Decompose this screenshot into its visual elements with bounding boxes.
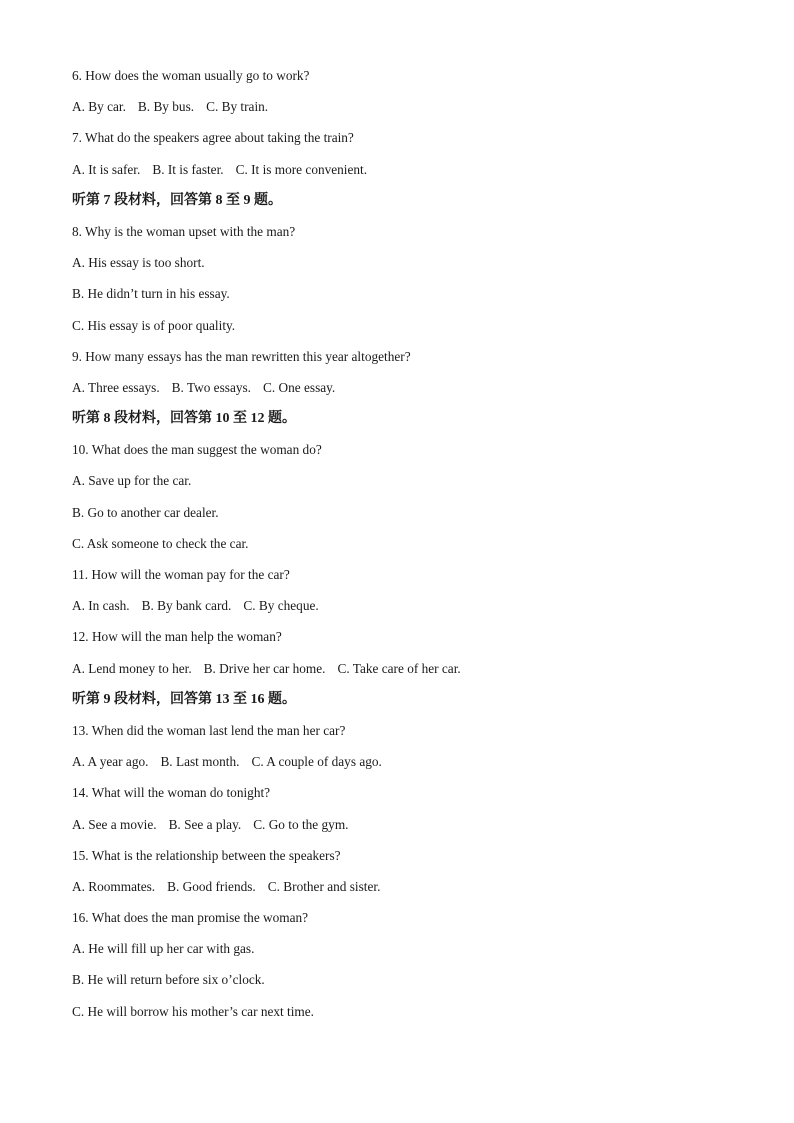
answer-option: C. Brother and sister. (267, 878, 381, 894)
answer-option: B. He will return before six o’clock. (72, 972, 265, 988)
answer-option: B. It is faster. (152, 161, 224, 177)
options-row (72, 596, 752, 627)
answer-option: B. See a play. (168, 816, 242, 832)
answer-option: C. A couple of days ago. (251, 754, 382, 770)
answer-option: A. See a movie. (72, 816, 157, 832)
answer-option: A. It is safer. (72, 161, 141, 177)
section-heading: 听第 8 段材料，回答第 10 至 12 题。 (72, 411, 296, 427)
answer-option: C. It is more convenient. (235, 161, 368, 177)
answer-option: B. Drive her car home. (203, 660, 326, 676)
question-text: 14. What will the woman do tonight? (72, 785, 271, 801)
answer-option: A. Roommates. (72, 878, 156, 894)
answer-option: A. In cash. (72, 598, 130, 614)
answer-option: A. Lend money to her. (72, 660, 192, 676)
answer-option: B. Go to another car dealer. (72, 504, 219, 520)
answer-option: C. Ask someone to check the car. (72, 535, 249, 551)
answer-option: A. Save up for the car. (72, 473, 192, 489)
question-text: 7. What do the speakers agree about taking the train? (72, 130, 354, 146)
section-heading: 听第 9 段材料，回答第 13 至 16 题。 (72, 691, 296, 707)
question-text: 9. How many essays has the man rewritten this year altogether? (72, 348, 411, 364)
question-text: 16. What does the man promise the woman? (72, 910, 309, 926)
question-text: 6. How does the woman usually go to work? (72, 68, 310, 83)
answer-option: B. Last month. (160, 754, 240, 770)
answer-option: A. A year ago. (72, 754, 149, 770)
question-text: 13. When did the woman last lend the man her car? (72, 722, 346, 738)
section-heading: 听第 7 段材料，回答第 8 至 9 题。 (72, 192, 282, 208)
options-row (72, 378, 752, 409)
answer-option: C. His essay is of poor quality. (72, 317, 236, 333)
options-row (72, 815, 752, 846)
options-row (72, 877, 752, 908)
document-page (72, 66, 752, 1033)
answer-option: C. By cheque. (243, 598, 319, 614)
options-row (72, 659, 752, 690)
answer-option: C. He will borrow his mother’s car next time. (72, 1003, 315, 1019)
answer-option: C. Take care of her car. (337, 660, 461, 676)
answer-option: A. Three essays. (72, 379, 160, 395)
answer-option: B. Two essays. (171, 379, 251, 395)
answer-option: B. By bus. (137, 99, 195, 115)
question-text: 12. How will the man help the woman? (72, 629, 282, 645)
question-text: 10. What does the man suggest the woman do? (72, 442, 322, 458)
answer-option: C. Go to the gym. (253, 816, 349, 832)
answer-option: B. He didn’t turn in his essay. (72, 286, 230, 302)
options-row (72, 160, 752, 191)
question-text: 11. How will the woman pay for the car? (72, 567, 290, 582)
options-row (72, 97, 752, 128)
options-row (72, 752, 752, 783)
question-text: 8. Why is the woman upset with the man? (72, 223, 296, 239)
answer-option: C. By train. (206, 99, 269, 115)
answer-option: A. He will fill up her car with gas. (72, 941, 255, 957)
answer-option: A. His essay is too short. (72, 255, 205, 271)
answer-option: B. Good friends. (167, 878, 256, 894)
answer-option: C. One essay. (263, 379, 336, 395)
answer-option: B. By bank card. (141, 598, 232, 614)
question-text: 15. What is the relationship between the speakers? (72, 847, 341, 863)
answer-option: A. By car. (72, 99, 126, 115)
